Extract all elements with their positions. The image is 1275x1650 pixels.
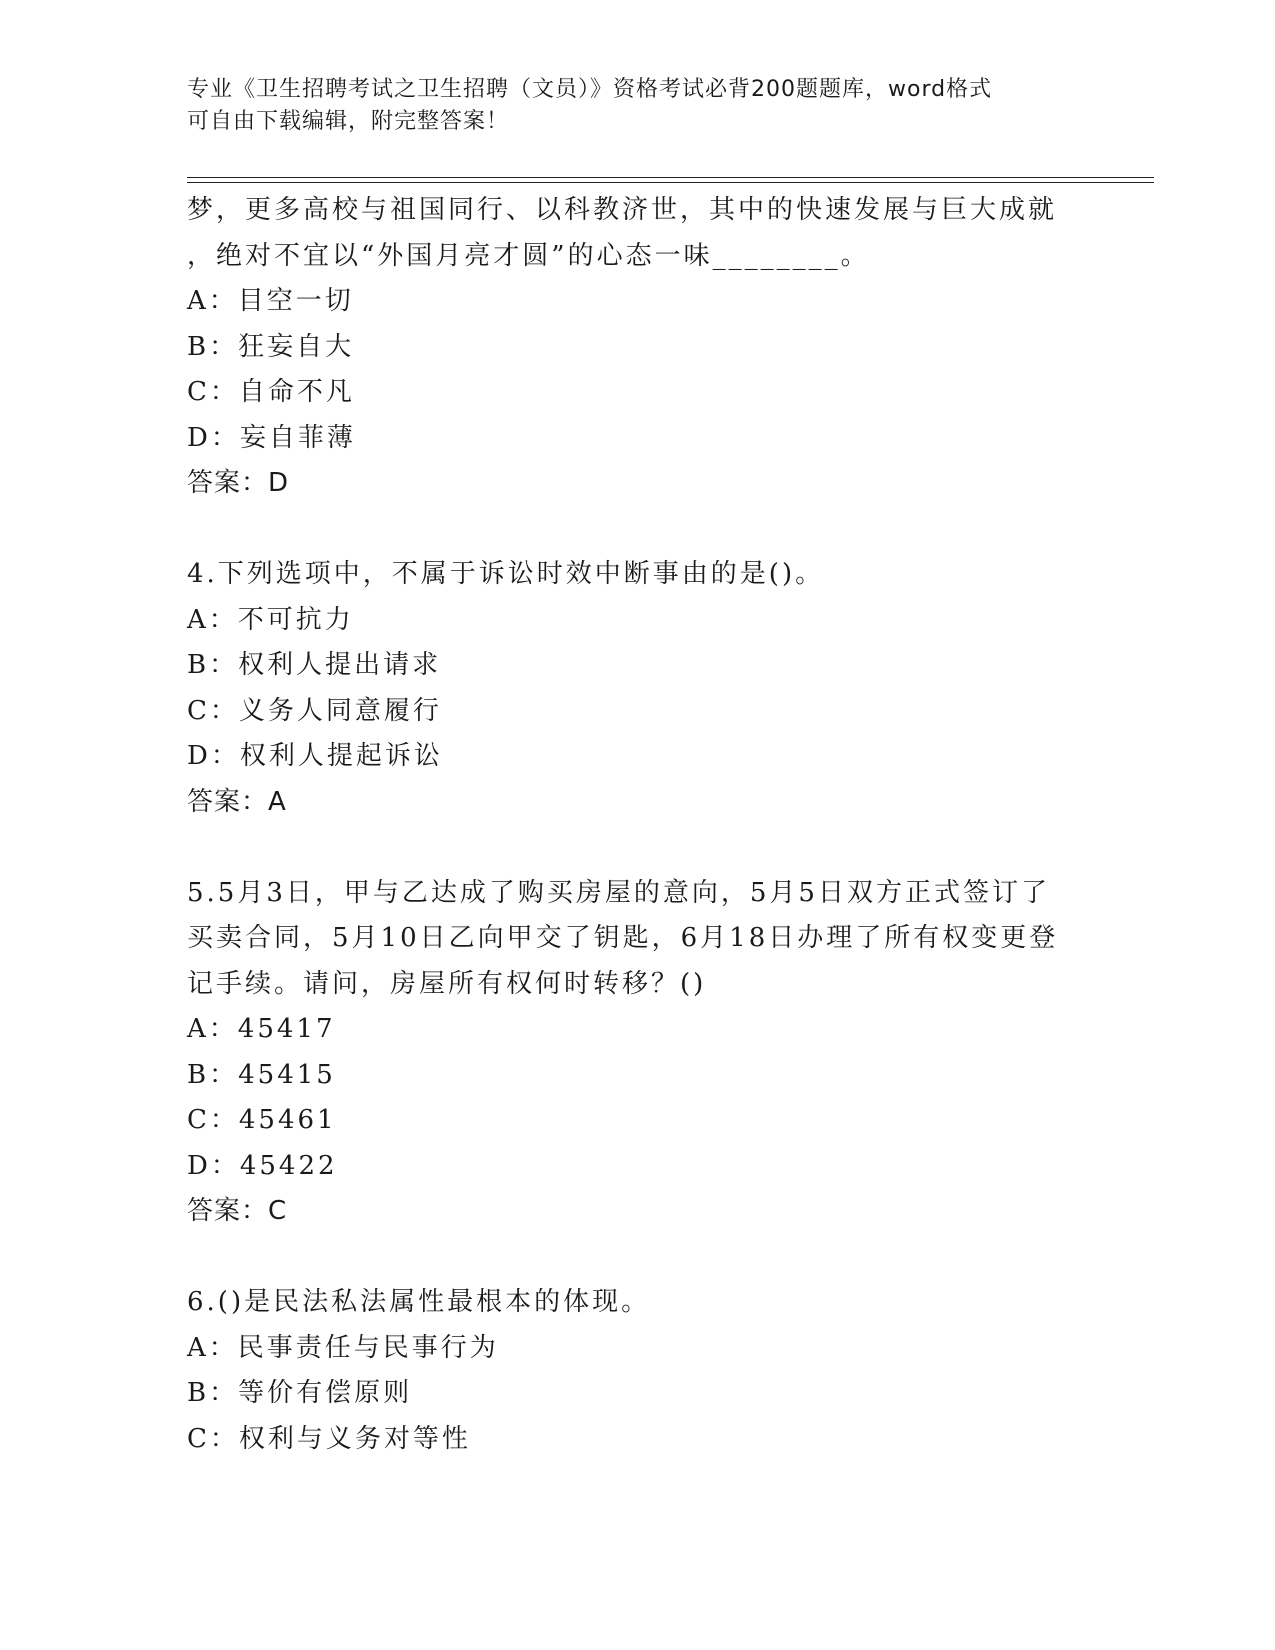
question-3-stem-line-2: ，绝对不宜以“外国月亮才圆”的心态一味________。 xyxy=(187,240,870,271)
question-3-option-b: B：狂妄自大 xyxy=(187,331,355,362)
question-list xyxy=(187,188,1107,1462)
question-5 xyxy=(187,871,1107,1235)
question-5-option-a: A：45417 xyxy=(187,1014,336,1044)
question-6-option-a: A：民事责任与民事行为 xyxy=(187,1332,499,1363)
header-title-line-2: 可自由下载编辑，附完整答案！ xyxy=(187,109,510,134)
question-3 xyxy=(187,188,1107,507)
question-3-answer: 答案：D xyxy=(187,468,290,498)
question-4-option-a: A：不可抗力 xyxy=(187,604,354,635)
question-4 xyxy=(187,552,1107,825)
document-header xyxy=(187,74,1077,138)
question-4-option-d: D：权利人提起诉讼 xyxy=(187,741,443,771)
question-5-answer: 答案：C xyxy=(187,1196,288,1226)
question-6-stem: 6.()是民法私法属性最根本的体现。 xyxy=(187,1287,651,1317)
question-spacer xyxy=(187,825,1107,871)
question-4-stem: 4.下列选项中，不属于诉讼时效中断事由的是()。 xyxy=(187,559,825,589)
question-spacer xyxy=(187,1235,1107,1281)
question-5-option-d: D：45422 xyxy=(187,1150,338,1181)
question-3-option-c: C：自命不凡 xyxy=(187,377,355,407)
question-3-option-a: A：目空一切 xyxy=(187,286,354,316)
question-3-option-d: D：妄自菲薄 xyxy=(187,422,356,453)
question-4-answer: 答案：A xyxy=(187,786,287,817)
question-6 xyxy=(187,1280,1107,1462)
question-4-option-b: B：权利人提出请求 xyxy=(187,650,442,680)
question-5-stem-line-3: 记手续。请问，房屋所有权何时转移？() xyxy=(187,968,707,999)
header-title-line-1: 专业《卫生招聘考试之卫生招聘（文员）》资格考试必背200题题库，word格式 xyxy=(187,77,993,102)
question-5-stem-line-1: 5.5月3日，甲与乙达成了购买房屋的意向，5月5日双方正式签订了 xyxy=(187,877,1050,908)
question-3-stem-line-1: 梦，更多高校与祖国同行、以科教济世，其中的快速发展与巨大成就 xyxy=(187,195,1058,225)
question-4-option-c: C：义务人同意履行 xyxy=(187,695,442,726)
question-5-stem-line-2: 买卖合同，5月10日乙向甲交了钥匙，6月18日办理了所有权变更登 xyxy=(187,923,1059,953)
question-5-option-c: C：45461 xyxy=(187,1105,337,1135)
header-divider-bottom xyxy=(187,182,1154,183)
question-6-option-b: B：等价有偿原则 xyxy=(187,1378,413,1408)
question-spacer xyxy=(187,507,1107,553)
question-5-option-b: B：45415 xyxy=(187,1059,336,1090)
header-divider-top xyxy=(187,177,1154,178)
question-6-option-c: C：权利与义务对等性 xyxy=(187,1423,471,1454)
